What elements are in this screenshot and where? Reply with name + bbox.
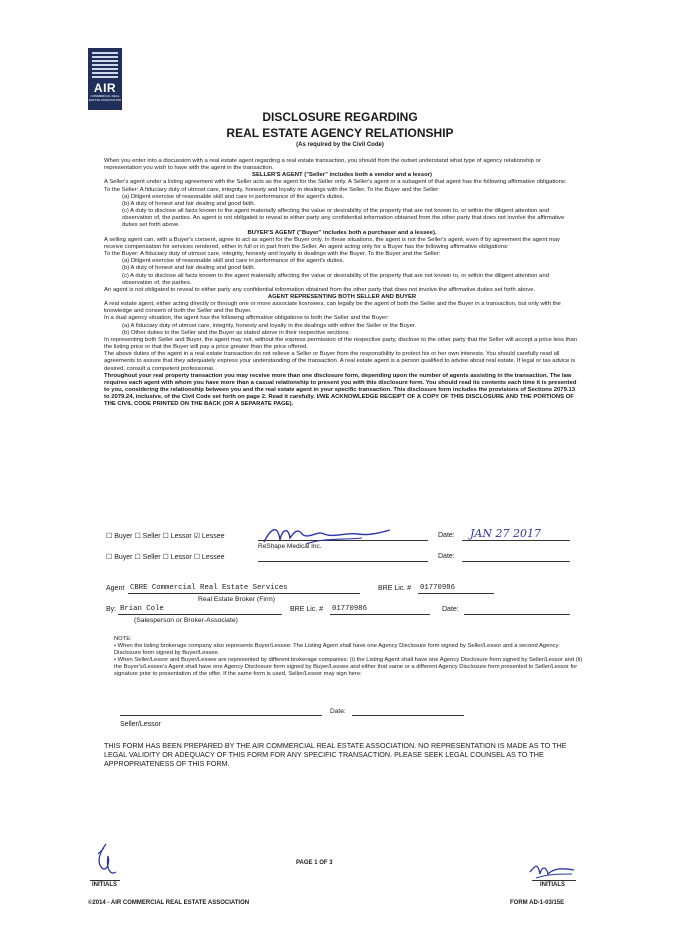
note-section	[114, 636, 584, 678]
document-title-line1: DISCLOSURE REGARDING	[262, 110, 418, 124]
note-item-1: • When the listing brokerage company also represents Buyer/Lessee: The Listing Agent shall have one Agency Disclosure form signed by Seller/Lessor and a second Agency Disclosure form signed by Buyer/Lessee.	[114, 643, 559, 656]
dual-agent-heading: AGENT REPRESENTING BOTH SELLER AND BUYER	[267, 293, 417, 300]
agent-firm-line	[128, 593, 360, 594]
signature-line-2[interactable]	[258, 561, 428, 562]
disclosure-body	[104, 158, 580, 408]
by-bre-value[interactable]: 01770986	[332, 605, 368, 613]
copyright-notice: ©2014 - AIR COMMERCIAL REAL ESTATE ASSOCIATION	[88, 900, 250, 906]
by-label: By:	[106, 606, 117, 613]
initials-mark-left	[92, 842, 120, 882]
by-date-line[interactable]	[464, 614, 570, 615]
seller-duties-intro: To the Seller: A fiduciary duty of utmost care, integrity, honesty and loyalty in dealings with the Seller. To the Buyer and the Seller:	[104, 186, 440, 193]
note-item-2: • When Seller/Lessor and Buyer/Lessee are represented by different brokerage companies: (i) the Listing Agent shall have one Agency Disclosure form signed by Seller/Lessor and (ii) the Buyer's/Lessee's Agent shall have one Agency Disclosure form signed by Buyer/Lessee and either that same or a different Agency Disclosure form presented to Seller/Lessor for signature prior to presentation of the offer. If the same form is used, Seller/Lessor may sign here:	[114, 657, 583, 677]
seller-lessor-date-line[interactable]	[352, 715, 464, 716]
agent-label: Agent	[106, 585, 125, 592]
salesperson-line	[118, 614, 282, 615]
by-bre-line	[330, 614, 430, 615]
dual-paragraph-4: The above duties of the agent in a real estate transaction do not relieve a Seller or Buyer from the responsibility to protect his or her own interests. You should carefully read all agreements to assure that they adequately express your understanding of the transaction. A real estate agent is a person qualified to advise about real estate. If legal or tax advice is desired, consult a competent professional.	[104, 351, 576, 372]
initials-label-left: INITIALS	[92, 882, 117, 888]
initials-mark-right	[528, 862, 578, 882]
dual-paragraph-1: A real estate agent, either acting directly or through one or more associate licensees, can legally be the agent of both the Seller and the Buyer in a transaction, but only with the knowledge and consent of both the Seller and the Buyer.	[104, 301, 561, 315]
logo-text: AIR	[93, 81, 117, 95]
party-checkboxes-row2[interactable]: ☐ Buyer ☐ Seller ☐ Lessor ☐ Lessee	[106, 554, 225, 561]
seller-agent-heading: SELLER'S AGENT ("Seller" includes both a vendor and a lessor)	[252, 172, 432, 179]
dual-paragraph-5: Throughout your real property transaction you may receive more than one disclosure form, depending upon the number of agents assisting in the transaction. The law requires each agent with whom you have more than a casual relationship to present you with this disclosure form. You should read its contents each time it is presented to you, considering the relationship between you and the real estate agent in your specific transaction. This disclosure form includes the provisions of Sections 2079.13 to 2079.24, inclusive, of the Civil Code set forth on page 2. Read it carefully. I/WE ACKNOWLEDGE RECEIPT OF A COPY OF THIS DISCLOSURE AND THE PORTIONS OF THE CIVIL CODE PRINTED ON THE BACK (OR A SEPARATE PAGE).	[104, 372, 577, 408]
seller-paragraph: A Seller's agent under a listing agreement with the Seller acts as the agent for the Seller only. A Seller's agent or a subagent of that agent has the following affirmative obligations:	[104, 179, 567, 186]
initials-line-left	[90, 880, 120, 881]
seller-duty-a: (a) Diligent exercise of reasonable skill and care in performance of the agent's duties.	[122, 193, 345, 200]
buyer-confidential-paragraph: An agent is not obligated to reveal to either party any confidential information obtained from the other party that does not involve the affirmative duties set forth above.	[104, 286, 536, 293]
page-number: PAGE 1 OF 3	[296, 860, 333, 866]
lessee-company-name: ReShape Medical Inc.	[258, 543, 322, 550]
seller-lessor-signature-line[interactable]	[120, 715, 322, 716]
date-line-2[interactable]	[462, 561, 570, 562]
agent-bre-value[interactable]: 01770986	[420, 584, 456, 592]
buyer-duty-c: (c) A duty to disclose all facts known to the agent materially affecting the value or desirability of the property that are not known to, or within the diligent attention and observation of, the parties.	[122, 272, 549, 286]
dual-paragraph-2: In a dual agency situation, the agent has the following affirmative obligations to both the Seller and the Buyer:	[104, 315, 389, 322]
dual-duty-b: (b) Other duties to the Seller and the Buyer as stated above in their respective sections.	[122, 329, 351, 336]
agent-firm-value[interactable]: CBRE Commercial Real Estate Services	[130, 584, 288, 592]
initials-label-right: INITIALS	[540, 882, 565, 888]
buyer-duty-a: (a) Diligent exercise of reasonable skill and care in performance of the agent's duties.	[122, 258, 345, 265]
buyer-paragraph: A selling agent can, with a Buyer's consent, agree to act as agent for the Buyer only. In these situations, the agent is not the Seller's agent, even if by agreement the agent may receive compensation for services rendered, either in full or in part from the Seller. An agent acting only for a Buyer has the following affirmative obligations:	[104, 236, 560, 250]
date-label-2: Date:	[438, 553, 455, 560]
intro-paragraph: When you enter into a discussion with a real estate agent regarding a real estate transaction, you should from the outset understand what type of agency relationship or representation you wish to have with the agent in the transaction.	[104, 158, 541, 172]
date-label-1: Date:	[438, 532, 455, 539]
note-title: NOTE:	[114, 636, 132, 642]
document-title-line2: REAL ESTATE AGENCY RELATIONSHIP	[226, 126, 454, 140]
salesperson-caption: (Salesperson or Broker-Associate)	[134, 617, 238, 624]
seller-duty-b: (b) A duty of honest and fair dealing and good faith.	[122, 200, 256, 207]
broker-firm-caption: Real Estate Broker (Firm)	[198, 596, 276, 603]
by-date-label: Date:	[442, 606, 459, 613]
agent-bre-label: BRE Lic. #	[378, 585, 412, 592]
initials-line-right	[532, 880, 576, 881]
document-subtitle: (As required by the Civil Code)	[296, 142, 384, 148]
logo-stripes	[92, 52, 118, 80]
dual-duty-a: (a) A fiduciary duty of utmost care, integrity, honesty and loyalty in the dealings with either the Seller or the Buyer.	[122, 322, 417, 329]
handwritten-date-1: JAN 27 2017	[470, 527, 541, 540]
logo-subtext: COMMERCIAL REAL ESTATE ASSOCIATION	[88, 94, 122, 102]
buyer-duties-intro: To the Buyer: A fiduciary duty of utmost care, integrity, honesty and loyalty in dealings with the Buyer. To the Buyer and the Seller:	[104, 251, 441, 258]
date-line-1[interactable]	[462, 540, 570, 541]
party-checkboxes-row1[interactable]: ☐ Buyer ☐ Seller ☐ Lessor ☑ Lessee	[106, 533, 225, 540]
dual-paragraph-3: In representing both Seller and Buyer, the agent may not, without the express permission of the respective party, disclose to the other party that the Seller will accept a price less than the listing price or that the Buyer will pay a price greater than the price offered.	[104, 336, 578, 351]
form-disclaimer: THIS FORM HAS BEEN PREPARED BY THE AIR COMMERCIAL REAL ESTATE ASSOCIATION. NO REPRESENTATION IS MADE AS TO THE LEGAL VALIDITY OR ADEQUACY OF THIS FORM FOR ANY SPECIFIC TRANSACTION. PLEASE SEEK LEGAL COUNSEL AS TO THE APPROPRIATENESS OF THIS FORM.	[104, 741, 567, 768]
seller-lessor-date-label: Date:	[330, 708, 346, 715]
buyer-agent-heading: BUYER'S AGENT ("Buyer" includes both a purchaser and a lessee).	[247, 229, 437, 236]
form-id: FORM AD-1-03/15E	[510, 900, 565, 906]
seller-lessor-caption: Seller/Lessor	[120, 721, 161, 728]
seller-duty-c: (c) A duty to disclose all facts known to the agent materially affecting the value or desirability of the property that are not known to, or within the diligent attention and observation of, the parties. An agent is not obligated to reveal to either party any confidential information obtained from the other party that does not involve the affirmative duties set forth above.	[122, 208, 565, 229]
by-bre-label: BRE Lic. #	[290, 606, 324, 613]
air-logo	[88, 48, 122, 110]
buyer-duty-b: (b) A duty of honest and fair dealing and good faith.	[122, 265, 256, 272]
agent-bre-line	[418, 593, 494, 594]
salesperson-value[interactable]: Brian Cole	[120, 605, 164, 613]
